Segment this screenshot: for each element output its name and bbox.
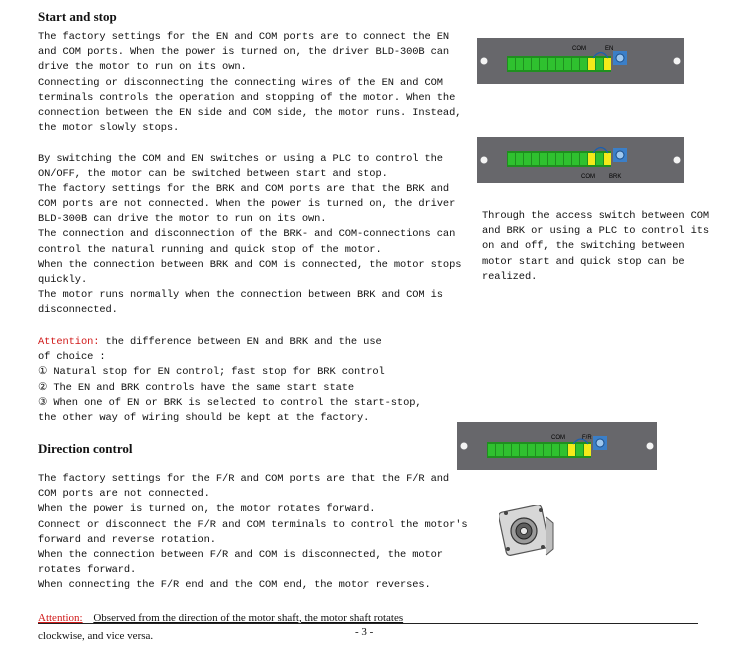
body-text-line: When connecting the F/R end and the COM end, the motor reverses. bbox=[38, 579, 431, 592]
side-note-line: on and off, the switching between bbox=[482, 240, 685, 253]
section-heading-direction-control: Direction control bbox=[38, 441, 133, 456]
body-text-line: COM ports are not connected. bbox=[38, 488, 210, 501]
side-note-brk-switch bbox=[482, 209, 709, 285]
body-text-line: disconnected. bbox=[38, 304, 118, 317]
body-text-line: COM ports are not connected. When the power is turned on, the driver bbox=[38, 198, 456, 211]
footer-divider bbox=[38, 623, 698, 624]
motor-illustration bbox=[499, 505, 555, 561]
body-text-line: When the connection between F/R and COM is disconnected, the motor bbox=[38, 548, 443, 561]
body-text-line bbox=[38, 136, 461, 151]
attention-text-line: ③ When one of EN or BRK is selected to control the start-stop, bbox=[38, 396, 422, 409]
attention-text-continued: clockwise, and vice versa. bbox=[38, 630, 154, 642]
mounting-hole bbox=[674, 58, 681, 65]
body-text-line: The motor runs normally when the connection between BRK and COM is bbox=[38, 289, 443, 302]
attention-text-line: the other way of wiring should be kept at the factory. bbox=[38, 411, 370, 424]
attention-block-en-brk bbox=[38, 335, 421, 426]
body-text-line: The factory settings for the F/R and COM ports are that the F/R and bbox=[38, 473, 450, 485]
body-text-line: terminals controls the operation and stopping of the motor. When the bbox=[38, 91, 456, 104]
section-heading-start-stop: Start and stop bbox=[38, 9, 117, 24]
figure-label: COM bbox=[551, 435, 565, 441]
body-text-line: and COM ports. When the power is turned on, the driver BLD-300B can bbox=[38, 46, 450, 59]
com-terminal bbox=[588, 153, 595, 165]
body-text-line: quickly. bbox=[38, 274, 88, 286]
side-note-line: motor start and quick stop can be bbox=[482, 255, 685, 268]
en-terminal bbox=[604, 58, 611, 70]
side-note-line: realized. bbox=[482, 270, 538, 283]
figure-label: F/R bbox=[582, 435, 592, 441]
body-text-line: Connect or disconnect the F/R and COM terminals to control the motor's bbox=[38, 518, 468, 531]
section-direction-body bbox=[38, 472, 467, 594]
body-text-line: Connecting or disconnecting the connecting wires of the EN and COM bbox=[38, 76, 443, 89]
body-text-line: drive the motor to run on its own. bbox=[38, 61, 247, 74]
attention-text-line: ① Natural stop for EN control; fast stop for BRK control bbox=[38, 366, 385, 379]
figure-label: COM bbox=[581, 174, 595, 180]
brk-terminal bbox=[604, 153, 611, 165]
driver-terminal-figure-fr bbox=[457, 422, 657, 470]
figure-label: EN bbox=[605, 46, 614, 52]
page-number: - 3 - bbox=[355, 626, 374, 638]
body-text-line: When the power is turned on, the motor rotates forward. bbox=[38, 503, 376, 516]
body-text-line: ON/OFF, the motor can be switched between start and stop. bbox=[38, 167, 388, 180]
body-text-line: the motor slowly stops. bbox=[38, 122, 180, 135]
side-note-line: and BRK or using a PLC to control its bbox=[482, 225, 710, 238]
attention-text: Observed from the direction of the motor shaft, the motor shaft rotates bbox=[93, 612, 404, 624]
body-text-line: control the natural running and quick stop of the motor. bbox=[38, 243, 382, 256]
driver-terminal-figure-en bbox=[477, 38, 684, 84]
body-text-line: The connection and disconnection of the BRK- and COM-connections can bbox=[38, 228, 456, 241]
body-text-line: connection between the EN side and COM side, the motor runs. Instead, bbox=[38, 106, 462, 119]
body-text-line: forward and reverse rotation. bbox=[38, 533, 216, 546]
mounting-hole bbox=[481, 58, 488, 65]
com-terminal bbox=[588, 58, 595, 70]
attention-label: Attention: bbox=[38, 612, 83, 624]
fr-terminal bbox=[584, 444, 591, 456]
body-text-line: The factory settings for the BRK and COM ports are that the BRK and bbox=[38, 182, 450, 195]
com-terminal bbox=[568, 444, 575, 456]
driver-terminal-figure-brk bbox=[477, 137, 684, 183]
figure-label: COM bbox=[572, 46, 586, 52]
body-text-line: rotates forward. bbox=[38, 564, 137, 577]
section-start-stop-body bbox=[38, 30, 461, 319]
attention-label: Attention: bbox=[38, 336, 100, 348]
attention-text-line: the difference between EN and BRK and the use bbox=[99, 336, 382, 348]
motor-shaft bbox=[521, 528, 528, 535]
body-text-line: The factory settings for the EN and COM ports are to connect the EN bbox=[38, 31, 450, 43]
attention-text-line: ② The EN and BRK controls have the same start state bbox=[38, 381, 354, 394]
side-note-line: Through the access switch between COM bbox=[482, 210, 710, 222]
figure-label: BRK bbox=[609, 174, 622, 180]
body-text-line: By switching the COM and EN switches or using a PLC to control the bbox=[38, 152, 443, 165]
body-text-line: BLD-300B can drive the motor to run on its own. bbox=[38, 213, 327, 226]
attention-text-line: of choice : bbox=[38, 351, 106, 364]
body-text-line: When the connection between BRK and COM is connected, the motor stops bbox=[38, 258, 462, 271]
